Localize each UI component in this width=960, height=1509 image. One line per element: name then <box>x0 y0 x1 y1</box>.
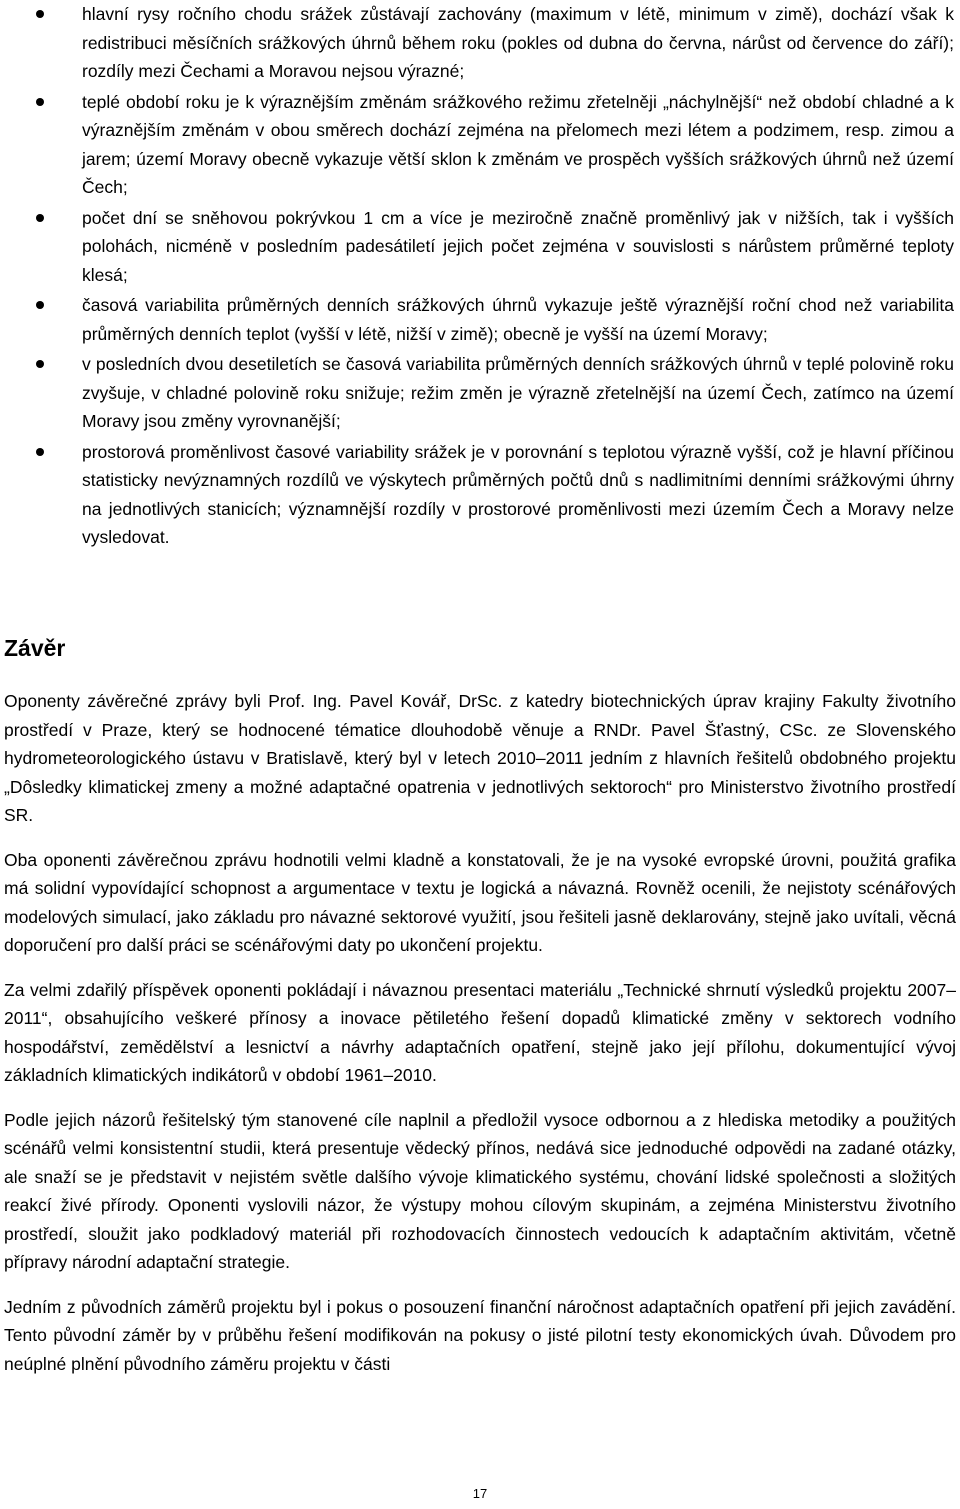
bullet-icon <box>36 360 44 368</box>
bullet-item <box>0 350 960 436</box>
bullet-item <box>0 291 960 348</box>
page-number: 17 <box>472 1486 488 1501</box>
bullet-text: teplé období roku je k výraznějším změnám srážkového režimu zřetelněji „náchylnější“ než období chladné a k výraznějším změnám v obou směrech dochází zejména na přelomech mezi létem a podzimem, resp. zimou a jarem; území Moravy obecně vykazuje větší sklon k změnám ve prospěch vyšších srážkových úhrnů než území Čech; <box>82 91 954 197</box>
paragraph: Jedním z původních záměrů projektu byl i pokus o posouzení finanční náročnost adaptačních opatření při jejich zavádění. Tento původní záměr by v průběhu řešení modifikován na pokusy o jisté pilotní testy ekonomických úvah. Důvodem pro neúplné plnění původního záměru projektu v části <box>4 1296 956 1374</box>
bullet-text: prostorová proměnlivost časové variability srážek je v porovnání s teplotou výrazně vyšší, což je hlavní příčinou statisticky nevýznamných rozdílů ve výskytech průměrných počtů dnů s nadlimitními denními srážkovými úhrny na jednotlivých stanicích; významnější rozdíly v prostorové proměnlivosti mezi územím Čech a Moravy nelze vysledovat. <box>82 441 954 547</box>
paragraph: Podle jejich názorů řešitelský tým stanovené cíle naplnil a předložil vysoce odbornou a z hlediska metodiky a použitých scénářů velmi konsistentní studii, která presentuje vědecký přínos, nedává sice jednoduché odpovědi na zadané otázky, ale snaží se je představit v nejistém světle dalšího vývoje klimatického systému, chování lidské společnosti a složitých reakcí živé přírody. Oponenti vyslovili názor, že výstupy mohou cílovým skupinám, a zejména Ministerstvu životního prostředí, sloužit jako podkladový materiál při rozhodovacích činnostech vedoucích k adaptačním aktivitám, včetně přípravy národní adaptační strategie. <box>4 1109 956 1272</box>
bullet-text: hlavní rysy ročního chodu srážek zůstávají zachovány (maximum v létě, minimum v zimě), dochází však k redistribuci měsíčních srážkových úhrnů během roku (pokles od dubna do června, nárůst od července do září); rozdíly mezi Čechami a Moravou nejsou výrazné; <box>82 4 954 81</box>
bullet-item <box>0 204 960 290</box>
bullet-item <box>0 438 960 552</box>
section-heading-zaver: Závěr <box>4 635 66 661</box>
section-body <box>4 687 956 1394</box>
bullet-icon <box>36 448 44 456</box>
bullet-text: v posledních dvou desetiletích se časová variabilita průměrných denních srážkových úhrnů v teplé polovině roku zvyšuje, v chladné polovině roku snižuje; režim změn je výrazně zřetelnější na území Čech, zatímco na území Moravy jsou změny vyrovnanější; <box>82 354 954 431</box>
bullet-icon <box>36 98 44 106</box>
bullet-item <box>0 88 960 202</box>
paragraph: Oba oponenti závěrečnou zprávu hodnotili velmi kladně a konstatovali, že je na vysoké evropské úrovni, použitá grafika má solidní vypovídající schopnost a argumentace v textu je logická a návazná. Rovněž ocenili, že nejistoty scénářových modelových simulací, jako základu pro návazné sektorové využití, jsou řešiteli jasně deklarovány, stejně jako uvítali, věcná doporučení pro další práci se scénářovými daty po ukončení projektu. <box>4 849 956 955</box>
bullet-text: časová variabilita průměrných denních srážkových úhrnů vykazuje ještě výraznější roční chod než variabilita průměrných denních teplot (vyšší v létě, nižší v zimě); obecně je vyšší na území Moravy; <box>82 295 954 344</box>
bullet-icon <box>36 214 44 222</box>
bullet-icon <box>36 10 44 18</box>
findings-bullet-list <box>0 0 960 552</box>
paragraph: Za velmi zdařilý příspěvek oponenti pokládají i návaznou presentaci materiálu „Technické shrnutí výsledků projektu 2007–2011“, obsahujícího veškeré přínosy a inovace pětiletého řešení dopadů klimatické změny v sektorech vodního hospodářství, zemědělství a lesnictví a návrhy adaptačních opatření, stejně jako její přílohu, dokumentující vývoj základních klimatických indikátorů v období 1961–2010. <box>4 979 956 1085</box>
bullet-icon <box>36 301 44 309</box>
bullet-text: počet dní se sněhovou pokrývkou 1 cm a více je meziročně značně proměnlivý jak v nižších, tak i vyšších polohách, nicméně v posledním padesátiletí jejich počet zejména v souvislosti s nárůstem průměrné teploty klesá; <box>82 207 954 285</box>
bullet-item <box>0 0 960 86</box>
paragraph: Oponenty závěrečné zprávy byli Prof. Ing. Pavel Kovář, DrSc. z katedry biotechnických úprav krajiny Fakulty životního prostředí v Praze, který se hodnocené tématice dlouhodobě věnuje a RNDr. Pavel Šťastný, CSc. ze Slovenského hydrometeorologického ústavu v Bratislavě, který byl v letech 2010–2011 jedním z hlavních řešitelů obdobného projektu „Dôsledky klimatickej zmeny a možné adaptačné opatrenia v jednotlivých sektoroch“ pro Ministerstvo životního prostředí SR. <box>4 691 956 825</box>
